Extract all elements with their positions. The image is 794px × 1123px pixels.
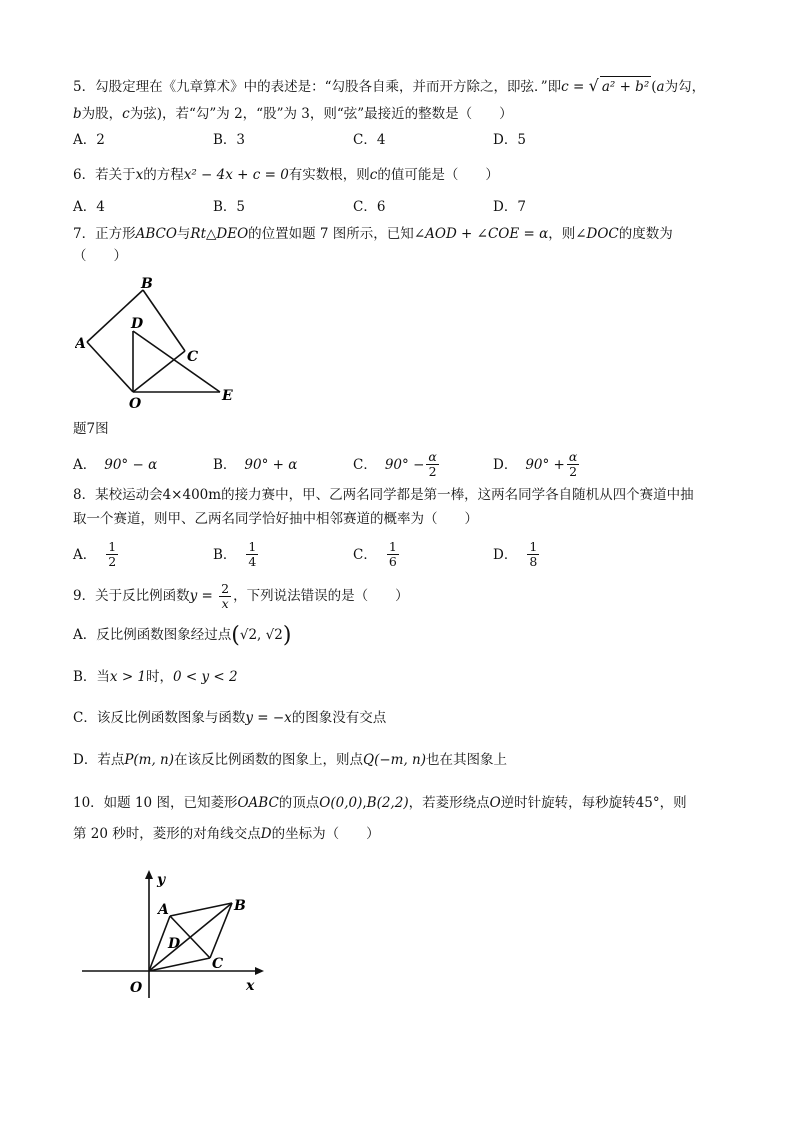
fraction: $\frac{\alpha}{2}$	[428, 449, 437, 479]
q7-triangle: Rt△DEO	[190, 226, 249, 242]
q9-option-b[interactable]: B．当x > 1时，0 < y < 2	[73, 669, 238, 685]
q6-text: 6．若关于	[73, 167, 136, 183]
fig10-label-d: D	[168, 936, 181, 952]
fig10-label-c: C	[212, 956, 224, 972]
fig7-label-c: C	[187, 349, 199, 365]
segment-ab	[170, 903, 232, 916]
segment-oa	[87, 342, 133, 392]
q7-target: ∠DOC	[575, 226, 619, 242]
q10-line1: 10．如题 10 图，已知菱形OABC的顶点O(0,0),B(2,2)，若菱形绕点O逆时针旋转，每秒旋转45°，则	[73, 795, 687, 811]
q5-var-c2: c	[122, 106, 130, 122]
q5-text: 5．勾股定理在《九章算术》中的表述是：“勾股各自乘，并而开方除之，即弦．”即	[73, 79, 562, 95]
q6-option-d[interactable]: D．7	[493, 199, 526, 215]
q6-var-x: x	[135, 167, 144, 183]
q5-text-question: 为弦)，若“勾”为 2，“股”为 3，则“弦”最接近的整数是（ ）	[129, 106, 513, 122]
q8-option-a[interactable]: A． $\frac{1}{2}$	[73, 539, 117, 569]
q10-figure	[82, 868, 272, 1003]
q5-var-a: a	[656, 79, 665, 95]
fig7-label-o: O	[129, 396, 142, 411]
q9-option-d[interactable]: D．若点P(m, n)在该反比例函数的图象上，则点Q(−m, n)也在其图象上	[73, 752, 508, 768]
q8-options	[73, 540, 633, 569]
q7-option-b[interactable]: B． 90° + α	[213, 456, 298, 473]
q6-option-c[interactable]: C．6	[353, 199, 386, 215]
q8-option-b[interactable]: B． $\frac{1}{4}$	[213, 539, 257, 569]
fraction: $\frac{\alpha}{2}$	[568, 449, 578, 479]
q6-options	[73, 197, 633, 217]
q7-line1	[73, 224, 673, 244]
q6-text-d: 的值可能是（ ）	[377, 167, 499, 183]
q9-option-c[interactable]: C．该反比例函数图象与函数y = −x的图象没有交点	[73, 710, 387, 726]
q9-option-a[interactable]: A．反比例函数图象经过点(√2, √2)	[73, 623, 292, 648]
q8-option-c[interactable]: C． $\frac{1}{6}$	[353, 539, 397, 569]
fig10-label-a: A	[158, 902, 169, 918]
q9-fraction: $\frac{2}{x}$	[221, 581, 230, 611]
q6-var-c: c	[369, 167, 378, 183]
q5-eq: =	[568, 79, 589, 95]
q5-options	[73, 130, 633, 150]
q5-var-c: c	[561, 79, 569, 95]
q8-line2: 取一个赛道，则甲、乙两名同学恰好抽中相邻赛道的概率为（ ）	[73, 511, 478, 527]
fig10-label-b: B	[234, 898, 246, 914]
y-axis-arrow-icon	[145, 870, 153, 879]
q8-option-d[interactable]: D． $\frac{1}{8}$	[493, 539, 538, 569]
q5-text-gou: 为勾，	[664, 79, 706, 95]
q7-option-d[interactable]: D． 90° + $\frac{\alpha}{2}$	[493, 449, 578, 479]
q6-option-a[interactable]: A．4	[73, 199, 105, 215]
q5-line1	[73, 76, 705, 97]
q7-text-c: 的位置如题 7 图所示，已知	[248, 226, 414, 242]
segment-co	[133, 351, 185, 392]
fig7-label-e: E	[222, 388, 233, 404]
fig7-label-d: D	[131, 316, 144, 332]
q5-paren: (	[651, 79, 657, 95]
q5-option-d[interactable]: D．5	[493, 132, 526, 148]
fig7-label-b: B	[141, 276, 153, 292]
q7-text-e: 的度数为	[618, 226, 673, 242]
q5-text-gu: 为股，	[81, 106, 123, 122]
q7-text-b: 与	[176, 226, 191, 242]
x-axis-arrow-icon	[255, 967, 264, 975]
q7-line2: （ ）	[73, 248, 127, 264]
q6-equation: x² − 4x + c = 0	[183, 167, 289, 183]
q5-radicand: a² + b²	[600, 76, 651, 97]
fig10-label-x: x	[246, 978, 255, 994]
q6-text-b: 的方程	[143, 167, 184, 183]
q9-point: √2, √2	[239, 627, 283, 643]
q7-text: 7．正方形	[73, 226, 136, 242]
q5-option-c[interactable]: C．4	[353, 132, 386, 148]
q7-text-d: ，则	[548, 226, 576, 242]
fig10-label-y: y	[157, 872, 166, 888]
q7-square: ABCO	[135, 226, 177, 242]
q5-option-b[interactable]: B．3	[213, 132, 246, 148]
fig7-label-a: A	[75, 336, 86, 352]
q5-option-a[interactable]: A．2	[73, 132, 105, 148]
radical-sign: √	[588, 76, 599, 95]
q9-stem: 9．关于反比例函数y = $\frac{2}{x}$ ，下列说法错误的是（ ）	[73, 581, 409, 611]
q6-line1	[73, 165, 499, 185]
q8-relay: 4×400m	[162, 487, 222, 503]
q7-option-c[interactable]: C． 90° − $\frac{\alpha}{2}$	[353, 449, 437, 479]
q10-line2: 第 20 秒时，菱形的对角线交点D的坐标为（ ）	[73, 826, 380, 842]
segment-de	[133, 331, 220, 392]
q7-caption: 题7图	[73, 421, 109, 437]
q7-options	[73, 450, 633, 479]
q7-condition: ∠AOD + ∠COE = α	[413, 226, 549, 242]
q6-text-c: 有实数根，则	[288, 167, 370, 183]
q7-figure	[75, 276, 245, 411]
q6-option-b[interactable]: B．5	[213, 199, 246, 215]
q7-option-a[interactable]: A． 90° − α	[73, 456, 158, 473]
q8-line1: 8．某校运动会4×400m的接力赛中，甲、乙两名同学都是第一棒，这两名同学各自随机从四个赛道中抽	[73, 487, 694, 503]
fig10-label-o: O	[130, 980, 143, 996]
q5-var-b: b	[73, 106, 82, 122]
q5-line2	[73, 104, 513, 124]
